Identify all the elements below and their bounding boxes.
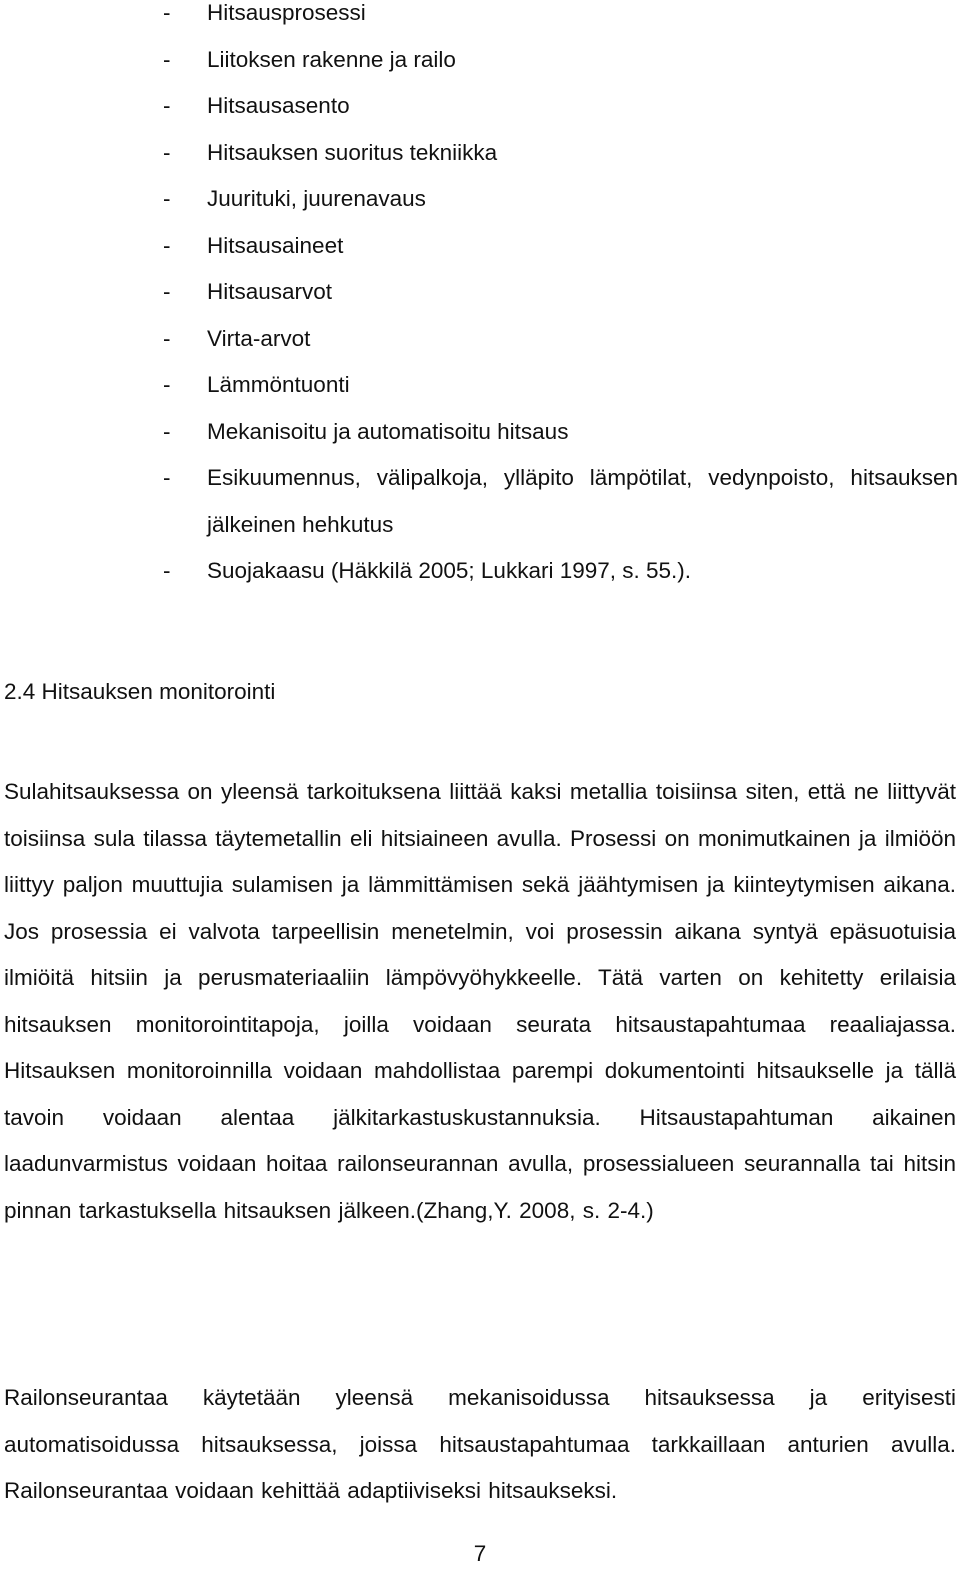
- list-item-text: Suojakaasu (Häkkilä 2005; Lukkari 1997, s. 55.).: [207, 558, 692, 583]
- list-item: [163, 0, 958, 37]
- list-dash: -: [163, 372, 171, 397]
- list-dash: -: [163, 0, 171, 25]
- list-dash: -: [163, 232, 171, 258]
- list-item: [163, 362, 958, 409]
- list-item: [163, 37, 958, 84]
- list-item-text: Virta-arvot: [207, 325, 311, 351]
- list-dash: -: [163, 325, 171, 351]
- list-dash: -: [163, 139, 171, 165]
- list-item-text: Lämmöntuonti: [207, 372, 350, 397]
- list-dash: -: [163, 186, 171, 211]
- list-item-text: Juurituki, juurenavaus: [207, 186, 426, 211]
- list-item-text: Hitsausasento: [207, 93, 350, 118]
- list-item-text: Esikuumennus, välipalkoja, ylläpito lämpötilat, vedynpoisto, hitsauksen jälkeinen hehkutus: [207, 465, 958, 537]
- list-item: [163, 455, 958, 548]
- list-item-text: Mekanisoitu ja automatisoitu hitsaus: [207, 418, 569, 444]
- list-dash: -: [163, 558, 171, 583]
- list-item: [163, 409, 958, 456]
- page-number: 7: [473, 1541, 487, 1566]
- list-item-text: Hitsausarvot: [207, 279, 333, 304]
- list-dash: -: [163, 418, 171, 444]
- list-item: [163, 269, 958, 316]
- body-paragraph: Railonseurantaa käytetään yleensä mekanisoidussa hitsauksessa ja erityisesti automatisoidussa hitsauksessa, joissa hitsaustapahtumaa tarkkaillaan anturien avulla. Railonseurantaa voidaan kehittää adaptiiviseksi hitsaukseksi.: [4, 1385, 956, 1503]
- list-dash: -: [163, 279, 171, 304]
- list-dash: -: [163, 93, 171, 118]
- list-item: [163, 130, 958, 177]
- list-item-text: Hitsausprosessi: [207, 0, 366, 25]
- list-dash: -: [163, 465, 171, 490]
- list-item-text: Hitsausaineet: [207, 232, 344, 258]
- list-item-text: Hitsauksen suoritus tekniikka: [207, 139, 498, 165]
- list-item: [163, 176, 958, 223]
- bullet-list: [163, 0, 958, 595]
- list-item: [163, 548, 958, 595]
- list-dash: -: [163, 46, 171, 72]
- section-heading: 2.4 Hitsauksen monitorointi: [4, 679, 276, 704]
- list-item: [163, 83, 958, 130]
- list-item: [163, 316, 958, 363]
- body-paragraph: Sulahitsauksessa on yleensä tarkoituksena liittää kaksi metallia toisiinsa siten, että ne liittyvät toisiinsa sula tilassa täytemetallin eli hitsiaineen avulla. Prosessi on monimutkainen ja ilmiöön liittyy paljon muuttujia sulamisen ja lämmittämisen sekä jäähtymisen ja kiinteytymisen aikana. Jos prosessia ei valvota tarpeellisin menetelmin, voi prosessin aikana syntyä epäsuotuisia ilmiöitä hitsiin ja perusmateriaaliin lämpövyöhykkeelle. Tätä varten on kehitetty erilaisia hitsauksen monitorointitapoja, joilla voidaan seurata hitsaustapahtumaa reaaliajassa. Hitsauksen monitoroinnilla voidaan mahdollistaa parempi dokumentointi hitsaukselle ja tällä tavoin voidaan alentaa jälkitarkastuskustannuksia. Hitsaustapahtuman aikainen laadunvarmistus voidaan hoitaa railonseurannan avulla, prosessialueen seurannalla tai hitsin pinnan tarkastuksella hitsauksen jälkeen.(Zhang,Y. 2008, s. 2-4.): [4, 779, 956, 1223]
- list-item-text: Liitoksen rakenne ja railo: [207, 46, 456, 72]
- list-item: [163, 223, 958, 270]
